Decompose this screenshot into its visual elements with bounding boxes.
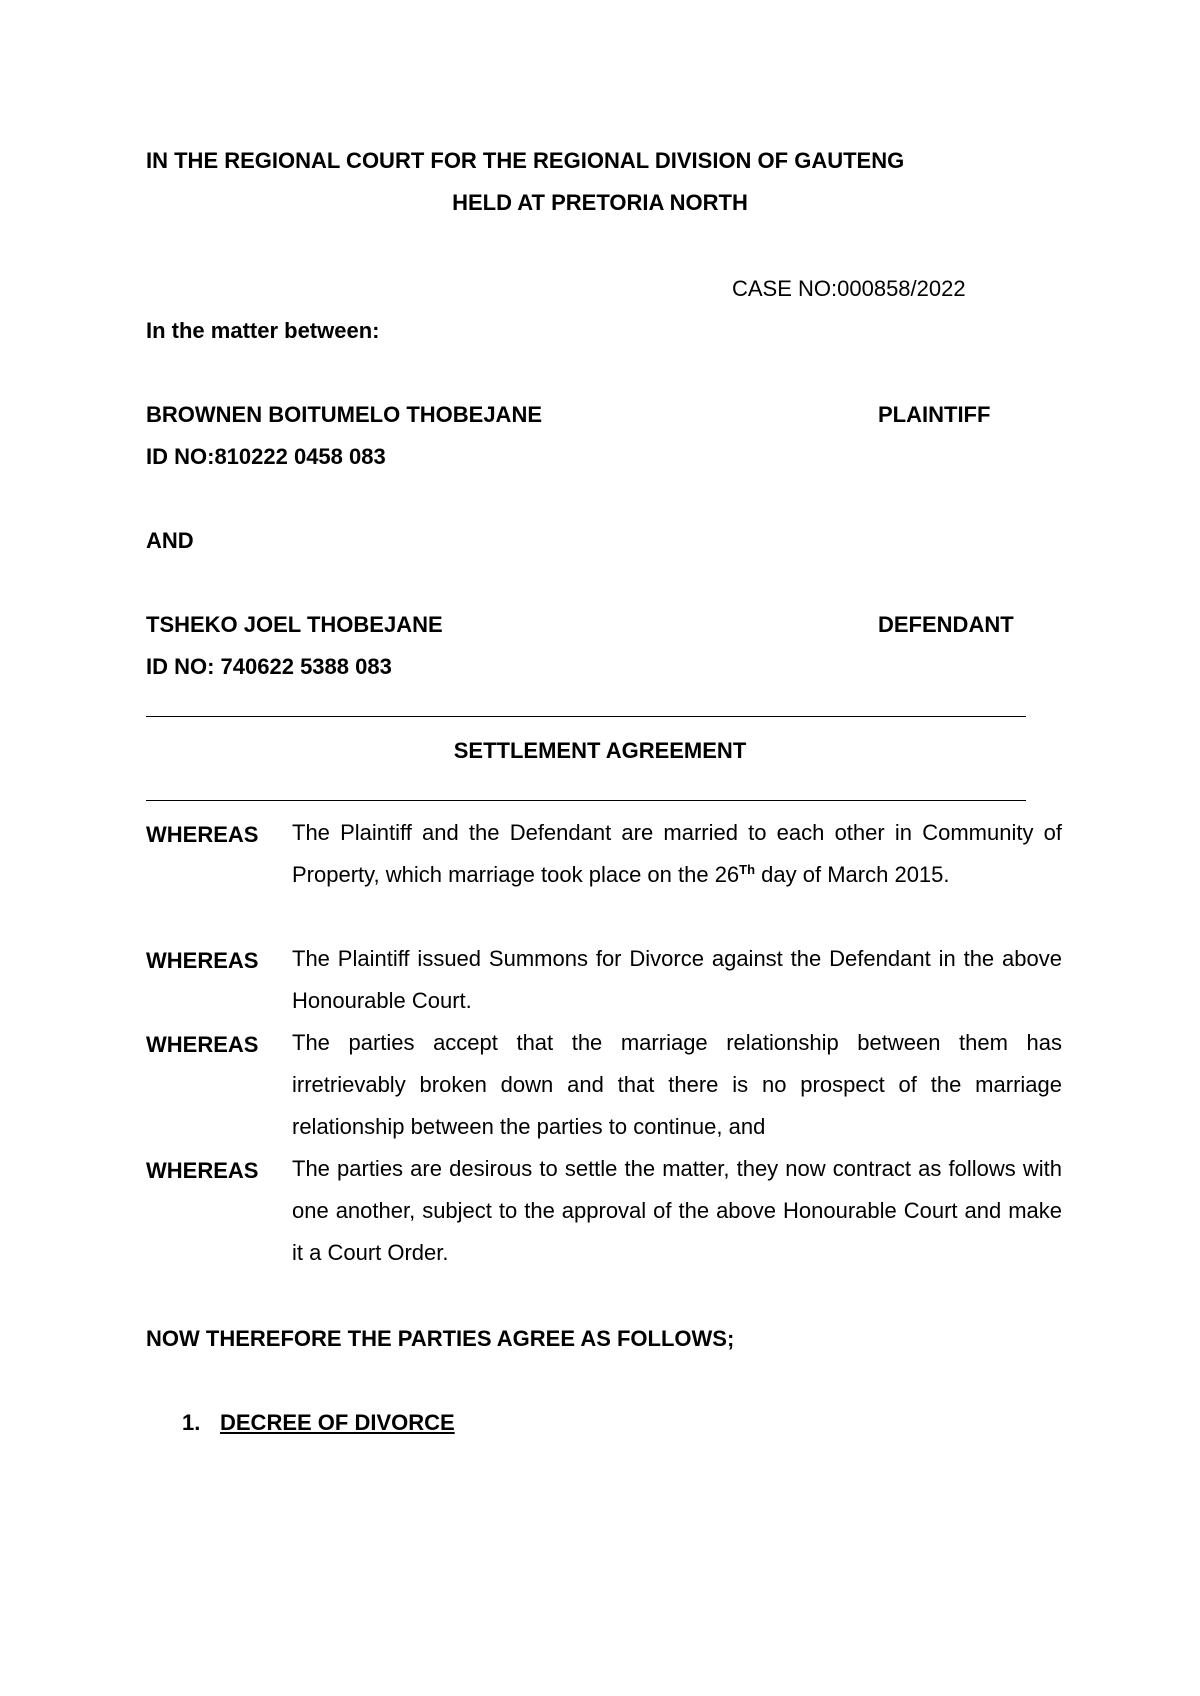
whereas-text: The parties accept that the marriage relationship between them has irretrievably broken down and that there is no prospect of the marriage relationship between the parties to continue, and: [292, 1030, 1062, 1139]
section-number: 1.: [182, 1410, 201, 1435]
defendant-role: DEFENDANT: [878, 612, 1014, 637]
whereas-label: WHEREAS: [146, 948, 259, 973]
court-location: HELD AT PRETORIA NORTH: [452, 190, 748, 215]
ordinal-suffix: Th: [739, 862, 756, 877]
whereas-text: The Plaintiff and the Defendant are married to each other in Community of Property, which marriage took place on the 26Th day of March 2015.: [292, 820, 1062, 887]
whereas-label: WHEREAS: [146, 1158, 259, 1183]
plaintiff-role: PLAINTIFF: [878, 402, 991, 427]
agree-heading: NOW THEREFORE THE PARTIES AGREE AS FOLLOWS;: [146, 1326, 735, 1351]
and-label: AND: [146, 528, 194, 553]
section-title: DECREE OF DIVORCE: [220, 1410, 455, 1435]
case-number: CASE NO:000858/2022: [732, 276, 966, 301]
plaintiff-name: BROWNEN BOITUMELO THOBEJANE: [146, 402, 542, 427]
agreement-title: SETTLEMENT AGREEMENT: [453, 738, 747, 763]
defendant-name: TSHEKO JOEL THOBEJANE: [146, 612, 443, 637]
court-title: IN THE REGIONAL COURT FOR THE REGIONAL DIVISION OF GAUTENG: [146, 148, 905, 173]
whereas-label: WHEREAS: [146, 1032, 259, 1057]
whereas-text: The Plaintiff issued Summons for Divorce against the Defendant in the above Honourable Court.: [292, 946, 1062, 1013]
matter-label: In the matter between:: [146, 318, 380, 343]
whereas-label: WHEREAS: [146, 822, 259, 847]
defendant-id: ID NO: 740622 5388 083: [146, 654, 392, 679]
divider-top: [146, 716, 1026, 717]
plaintiff-id: ID NO:810222 0458 083: [146, 444, 386, 469]
divider-bottom: [146, 800, 1026, 801]
whereas-text: The parties are desirous to settle the matter, they now contract as follows with one another, subject to the approval of the above Honourable Court and make it a Court Order.: [292, 1156, 1062, 1265]
